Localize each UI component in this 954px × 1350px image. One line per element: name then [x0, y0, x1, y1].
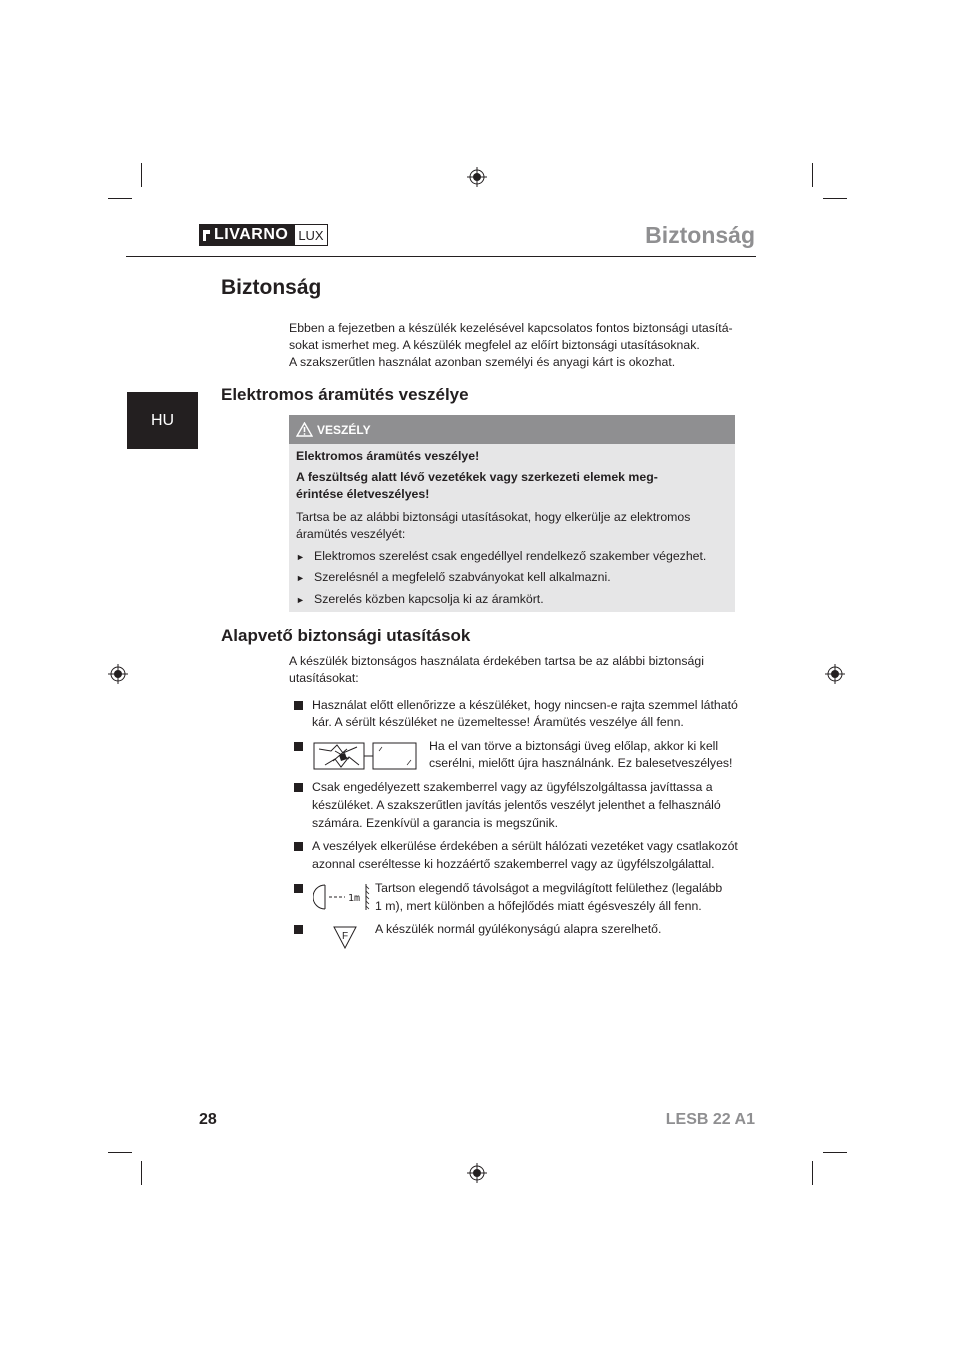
safety-item-line: 1 m), mert különben a hőfejlődés miatt égésveszély áll fenn. [375, 899, 702, 913]
bullet-square-icon [294, 925, 303, 934]
registration-mark-icon [467, 1163, 487, 1183]
registration-mark-icon [467, 167, 487, 187]
language-tab: HU [127, 392, 198, 449]
bullet-square-icon [294, 783, 303, 792]
safety-item-line: Tartson elegendő távolságot a megvilágított felülethez (legalább [375, 881, 723, 895]
warning-instruction-line: áramütés veszélyét: [296, 527, 406, 541]
warning-title: Elektromos áramütés veszélye! [296, 449, 480, 463]
brand-logo [199, 224, 328, 246]
warning-label: VESZÉLY [317, 422, 371, 437]
safety-item-line: A veszélyek elkerülése érdekében a sérült hálózati vezetéket vagy csatlakozót [312, 839, 738, 853]
safety-item-line: Ha el van törve a biztonsági üveg előlap, akkor ki kell [429, 739, 719, 753]
warning-bold-line: érintése életveszélyes! [296, 487, 430, 501]
bullet-square-icon [294, 884, 303, 893]
crop-mark [141, 163, 142, 187]
crop-mark [823, 1152, 847, 1153]
bullet-square-icon [294, 842, 303, 851]
f-mark-label: F [342, 931, 349, 942]
safety-item-line: készüléket. A szakszerűtlen javítás jelentős veszélyt jelenthet a felhasználó [312, 798, 721, 812]
crop-mark [823, 198, 847, 199]
safety-item-line: Használat előtt ellenőrizze a készüléket, hogy nincsen-e rajta szemmel látható [312, 698, 738, 712]
safety-item-line: kár. A sérült készüléket ne üzemeltesse! Áramütés veszélye áll fenn. [312, 715, 684, 729]
brand-suffix: LUX [294, 224, 327, 246]
f-mark-triangle-icon [333, 925, 357, 949]
intro-line: sokat ismerhet meg. A készülék megfelel az előírt biztonsági utasításoknak. [289, 338, 700, 352]
safety-item-line: A készülék normál gyúlékonyságú alapra szerelhető. [375, 922, 662, 936]
header-section-title: Biztonság [645, 222, 755, 248]
broken-glass-icon [313, 741, 418, 772]
warning-bullet: Szerelés közben kapcsolja ki az áramkört. [314, 592, 544, 606]
basic-intro-line: utasításokat: [289, 671, 359, 685]
warning-header [289, 415, 735, 444]
page-title: Biztonság [221, 276, 322, 299]
warning-bold-line: A feszültség alatt lévő vezetékek vagy szerkezeti elemek meg- [296, 470, 658, 484]
brand-name: LIVARNO [214, 226, 289, 243]
bullet-arrow-icon: ► [296, 573, 305, 583]
warning-instruction-line: Tartsa be az alábbi biztonsági utasításokat, hogy elkerülje az elektromos [296, 510, 691, 524]
brand-mark-icon [203, 230, 210, 241]
crop-mark [812, 163, 813, 187]
model-number: LESB 22 A1 [665, 1111, 755, 1128]
basic-intro-line: A készülék biztonságos használata érdekében tartsa be az alábbi biztonsági [289, 654, 704, 668]
header-divider [126, 256, 756, 257]
danger-warning-box [289, 415, 735, 612]
electric-section-heading: Elektromos áramütés veszélye [221, 385, 469, 404]
bullet-arrow-icon: ► [296, 595, 305, 605]
brand-logo-main [199, 224, 294, 246]
crop-mark [108, 1152, 132, 1153]
crop-mark [108, 198, 132, 199]
safety-item-line: cserélni, mielőtt újra használnánk. Ez balesetveszélyes! [429, 756, 733, 770]
basic-section-heading: Alapvető biztonsági utasítások [221, 626, 471, 645]
bullet-arrow-icon: ► [296, 552, 305, 562]
registration-mark-icon [108, 664, 128, 684]
crop-mark [141, 1161, 142, 1185]
safety-item-line: azonnal cseréltesse ki hozzáértő szakemberrel vagy az ügyfélszolgálattal. [312, 857, 715, 871]
registration-mark-icon [825, 664, 845, 684]
page-number: 28 [199, 1111, 217, 1128]
minimum-distance-icon [313, 882, 371, 912]
safety-item-line: Csak engedélyezett szakemberrel vagy az ügyfélszolgáltassa javíttassa a [312, 780, 713, 794]
bullet-square-icon [294, 701, 303, 710]
warning-triangle-icon [296, 422, 313, 437]
safety-item-line: számára. Ezenkívül a garancia is megszűnik. [312, 816, 559, 830]
warning-bullet: Szerelésnél a megfelelő szabványokat kell alkalmazni. [314, 570, 611, 584]
intro-line: A szakszerűtlen használat azonban személyi és anyagi kárt is okozhat. [289, 355, 676, 369]
warning-bullet: Elektromos szerelést csak engedéllyel rendelkező szakember végezhet. [314, 549, 707, 563]
crop-mark [812, 1161, 813, 1185]
bullet-square-icon [294, 742, 303, 751]
intro-line: Ebben a fejezetben a készülék kezelésével kapcsolatos fontos biztonsági utasítá- [289, 321, 733, 335]
distance-label: 1m [348, 893, 361, 904]
